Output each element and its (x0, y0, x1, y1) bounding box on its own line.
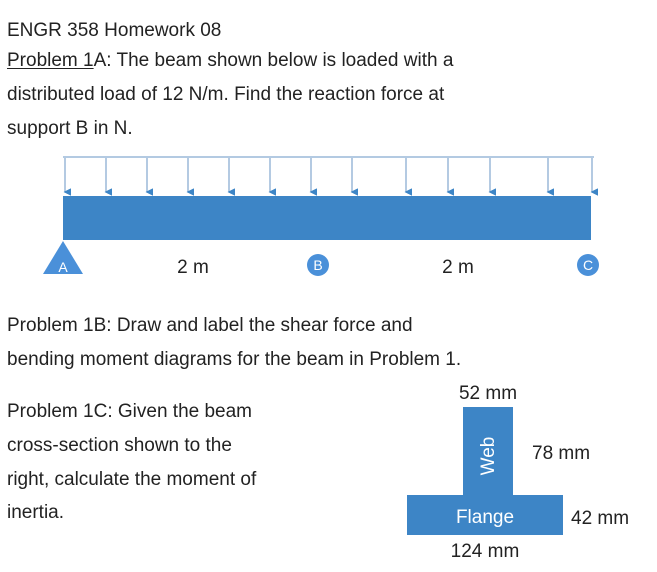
span-1-label: 2 m (177, 257, 209, 278)
span-2-label: 2 m (442, 257, 474, 278)
beam (63, 196, 591, 240)
support-c-label: C (582, 257, 594, 273)
problem-1a-line3: support B in N. (7, 118, 133, 139)
problem-1c-line2: cross-section shown to the (7, 435, 232, 456)
problem-1c-line3: right, calculate the moment of (7, 469, 257, 490)
problem-1a-line2: distributed load of 12 N/m. Find the reaction force at (7, 84, 445, 105)
web-width-dimension: 52 mm (458, 383, 518, 404)
support-a-label: A (58, 259, 68, 275)
flange-height-dimension: 42 mm (571, 508, 630, 529)
cross-section-diagram (0, 370, 657, 570)
flange-label: Flange (455, 507, 515, 528)
problem-1b-line1: Problem 1B: Draw and label the shear force and (7, 315, 413, 336)
support-b-label: B (313, 257, 323, 273)
problem-1a-text: A: The beam shown below is loaded with a (93, 50, 454, 71)
distributed-load-arrows (65, 158, 592, 192)
problem-1c-line4: inertia. (7, 502, 65, 523)
problem-1b-line2: bending moment diagrams for the beam in Problem 1. (7, 349, 462, 370)
flange-width-dimension: 124 mm (450, 541, 520, 562)
problem-1a-label: Problem 1 (7, 50, 94, 71)
web-label: Web (478, 436, 499, 476)
web-height-dimension: 78 mm (532, 443, 591, 464)
problem-1c-line1: Problem 1C: Given the beam (7, 401, 253, 422)
course-title: ENGR 358 Homework 08 (7, 20, 222, 41)
